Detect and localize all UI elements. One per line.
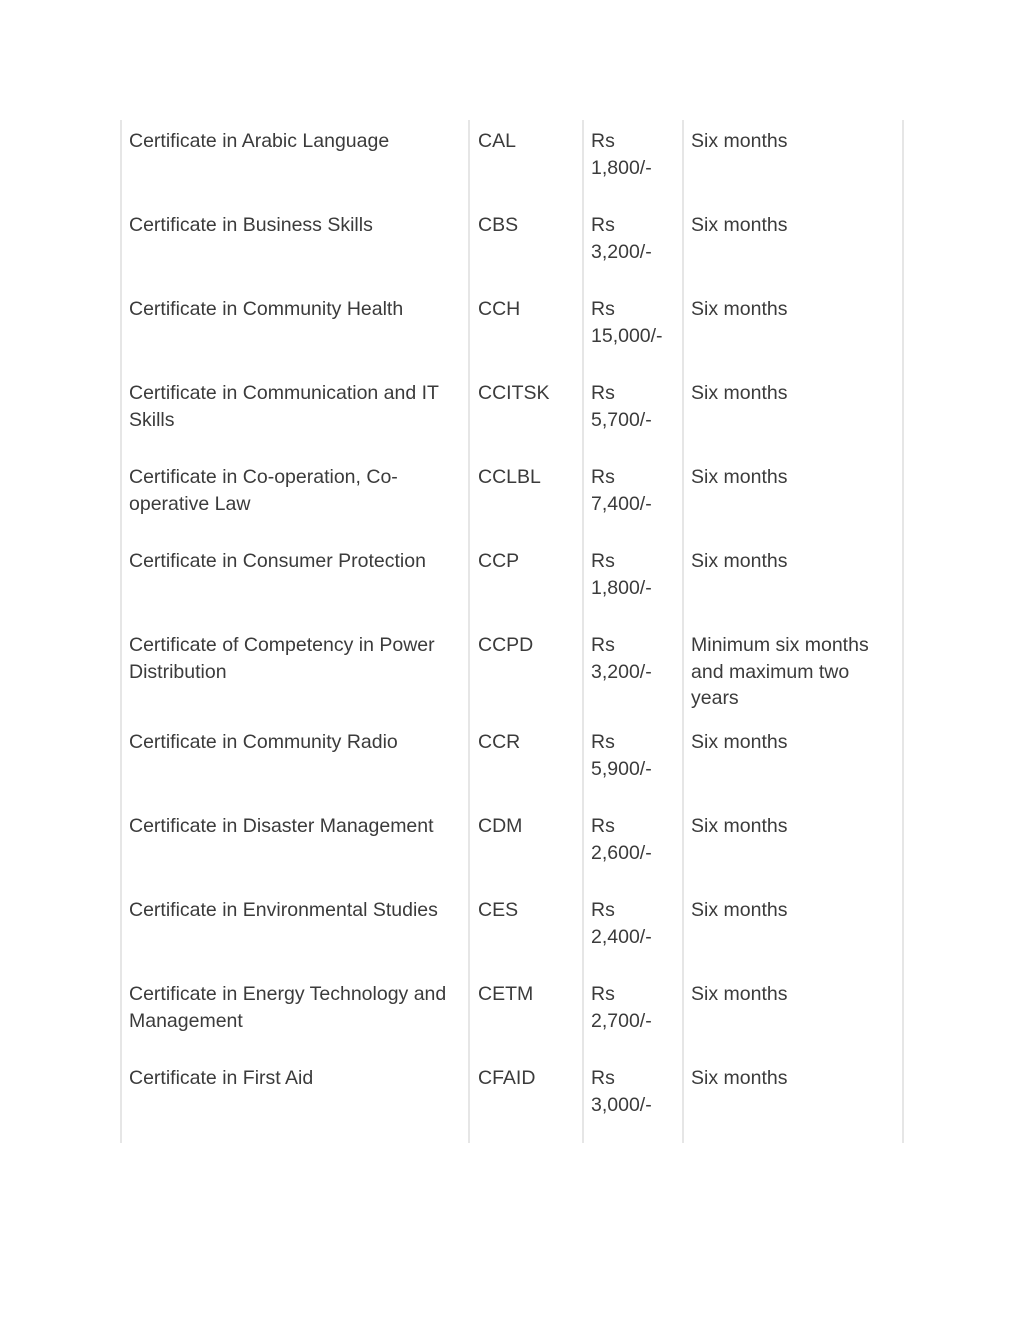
programme-name-cell: Certificate in Disaster Management: [129, 815, 434, 837]
programme-name-cell: Certificate in Consumer Protection: [129, 550, 426, 572]
column-divider: [468, 120, 470, 1143]
programme-table: [120, 120, 905, 1143]
programme-fee-cell: Rs 15,000/-: [591, 298, 663, 347]
programme-code-cell: CCR: [478, 731, 521, 753]
column-divider: [902, 120, 904, 1143]
programme-fee-cell: Rs 3,200/-: [591, 634, 652, 683]
programme-duration-cell: Six months: [691, 466, 788, 488]
programme-code-cell: CCITSK: [478, 382, 550, 404]
programme-fee-cell: Rs 5,700/-: [591, 382, 652, 431]
programme-fee-cell: Rs 3,000/-: [591, 1067, 652, 1116]
programme-name-cell: Certificate in Arabic Language: [129, 130, 390, 152]
programme-name-cell: Certificate in Energy Technology and Management: [129, 983, 447, 1032]
programme-code-cell: CCPD: [478, 634, 534, 656]
programme-fee-cell: Rs 2,400/-: [591, 899, 652, 948]
programme-code-cell: CCH: [478, 298, 521, 320]
programme-code-cell: CDM: [478, 815, 523, 837]
programme-code-cell: CES: [478, 899, 519, 921]
programme-code-cell: CFAID: [478, 1067, 536, 1089]
programme-fee-cell: Rs 5,900/-: [591, 731, 652, 780]
programme-name-cell: Certificate in Co-operation, Co-operative Law: [129, 466, 398, 515]
programme-duration-cell: Six months: [691, 899, 788, 921]
programme-name-cell: Certificate in Environmental Studies: [129, 899, 438, 921]
programme-code-cell: CETM: [478, 983, 534, 1005]
column-divider: [582, 120, 584, 1143]
programme-duration-cell: Six months: [691, 214, 788, 236]
programme-fee-cell: Rs 1,800/-: [591, 550, 652, 599]
programme-duration-cell: Six months: [691, 382, 788, 404]
programme-fee-cell: Rs 2,700/-: [591, 983, 652, 1032]
programme-duration-cell: Six months: [691, 983, 788, 1005]
programme-name-cell: Certificate in Business Skills: [129, 214, 373, 236]
programme-duration-cell: Six months: [691, 130, 788, 152]
programme-fee-cell: Rs 2,600/-: [591, 815, 652, 864]
programme-name-cell: Certificate in Communication and IT Skills: [129, 382, 439, 431]
programme-duration-cell: Six months: [691, 1067, 788, 1089]
programme-duration-cell: Minimum six months and maximum two years: [691, 634, 869, 709]
programme-duration-cell: Six months: [691, 298, 788, 320]
programme-name-cell: Certificate in Community Radio: [129, 731, 398, 753]
programme-name-cell: Certificate in Community Health: [129, 298, 404, 320]
programme-fee-cell: Rs 7,400/-: [591, 466, 652, 515]
programme-code-cell: CCP: [478, 550, 520, 572]
programme-code-cell: CBS: [478, 214, 519, 236]
programme-name-cell: Certificate of Competency in Power Distribution: [129, 634, 435, 683]
programme-duration-cell: Six months: [691, 731, 788, 753]
column-divider: [682, 120, 684, 1143]
programme-name-cell: Certificate in First Aid: [129, 1067, 314, 1089]
column-divider: [120, 120, 122, 1143]
programme-fee-cell: Rs 3,200/-: [591, 214, 652, 263]
programme-duration-cell: Six months: [691, 550, 788, 572]
programme-code-cell: CCLBL: [478, 466, 541, 488]
programme-code-cell: CAL: [478, 130, 516, 152]
programme-fee-cell: Rs 1,800/-: [591, 130, 652, 179]
programme-duration-cell: Six months: [691, 815, 788, 837]
